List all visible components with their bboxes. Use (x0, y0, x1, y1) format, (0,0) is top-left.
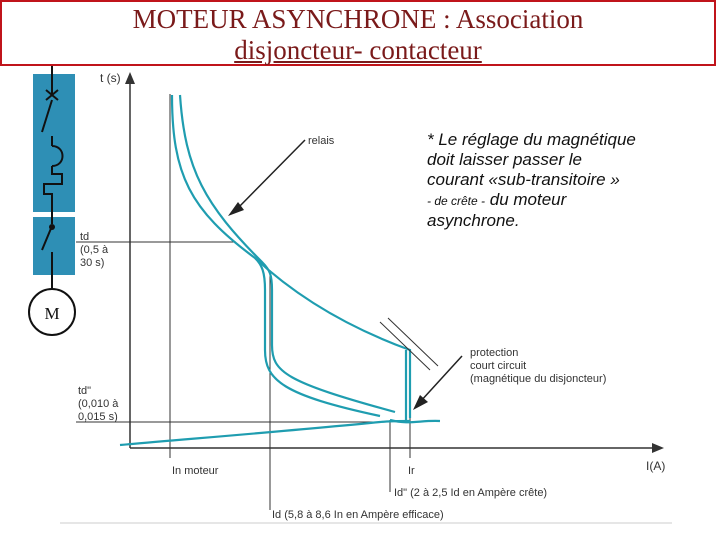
protection-label-1: protection (470, 347, 519, 359)
td2-label-3: 0,015 s) (78, 411, 118, 423)
note-line-4-small: - de crête - (427, 194, 486, 208)
id-label: Id (5,8 à 8,6 In en Ampère efficace) (272, 509, 444, 521)
note-text (427, 130, 707, 231)
protection-arrow (420, 356, 462, 402)
title-line-2: disjoncteur- contacteur (234, 35, 482, 65)
note-line-5: asynchrone. (427, 211, 520, 230)
relais-label: relais (308, 135, 335, 147)
contactor-curve (120, 421, 410, 445)
relay-curve (180, 95, 395, 412)
relais-arrow (236, 140, 305, 210)
breaker-block (33, 74, 75, 212)
td-label-2: (0,5 à (80, 244, 109, 256)
protection-label-2: court circuit (470, 360, 527, 372)
td-label-3: 30 s) (80, 257, 105, 269)
motor-label: M (44, 304, 60, 323)
note-line-4 (427, 190, 707, 211)
td-label-1: td (80, 231, 90, 243)
x-axis-arrow-icon (652, 443, 664, 453)
in-moteur-label: In moteur (172, 465, 219, 477)
short-circuit-tail (390, 420, 440, 422)
note-line-4-rest: du moteur (485, 190, 567, 209)
protection-arrow-head-icon (413, 395, 428, 410)
relay-curve-lower (172, 95, 380, 416)
id2-label: Id" (2 à 2,5 Id en Ampère crête) (394, 487, 548, 499)
ir-label: Ir (408, 465, 415, 477)
note-line-1: * Le réglage du magnétique (427, 130, 636, 149)
y-axis-arrow-icon (125, 72, 135, 84)
note-line-3: courant «sub-transitoire » (427, 170, 620, 189)
note-line-2: doit laisser passer le (427, 150, 582, 169)
protection-label-3: (magnétique du disjoncteur) (470, 373, 607, 385)
curves (120, 95, 440, 445)
y-axis-label: t (s) (100, 71, 121, 85)
x-axis-label: I(A) (646, 459, 666, 473)
title-line-1: MOTEUR ASYNCHRONE : Association (132, 4, 584, 34)
circuit-schematic (29, 66, 75, 335)
td2-label-2: (0,010 à (78, 398, 119, 410)
td2-label-1: td" (78, 385, 92, 397)
